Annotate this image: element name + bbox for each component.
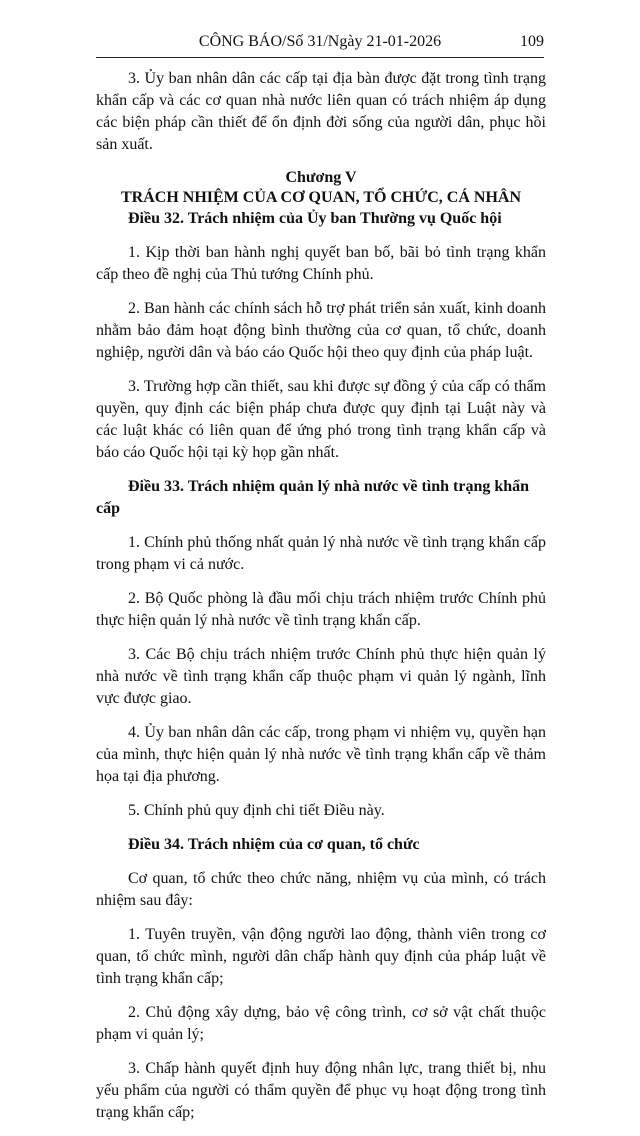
page-header bbox=[96, 33, 544, 58]
article-34-clause-1: 1. Tuyên truyền, vận động người lao động, thành viên trong cơ quan, tổ chức mình, người dân chấp hành quy định của pháp luật về tình trạng khẩn cấp; bbox=[96, 926, 546, 987]
article-32-heading: Điều 32. Trách nhiệm của Ủy ban Thường vụ Quốc hội bbox=[128, 210, 502, 227]
article-32-clause-2: 2. Ban hành các chính sách hỗ trợ phát triển sản xuất, kinh doanh nhằm bảo đảm hoạt động bình thường của cơ quan, tổ chức, doanh nghiệp, người dân và báo cáo Quốc hội theo quy định của pháp luật. bbox=[96, 300, 546, 361]
article-34-clause-3: 3. Chấp hành quyết định huy động nhân lực, trang thiết bị, nhu yếu phẩm của người có thẩm quyền để phục vụ hoạt động trong tình trạng khẩn cấp; bbox=[96, 1060, 546, 1121]
article-32-clause-3: 3. Trường hợp cần thiết, sau khi được sự đồng ý của cấp có thẩm quyền, quy định các biện pháp chưa được quy định tại Luật này và các luật khác có liên quan để ứng phó trong tình trạng khẩn cấp và báo cáo Quốc hội tại kỳ họp gần nhất. bbox=[96, 378, 546, 461]
chapter-label: Chương V bbox=[285, 169, 357, 186]
page-number: 109 bbox=[520, 33, 544, 50]
article-34-clause-2: 2. Chủ động xây dựng, bảo vệ công trình, cơ sở vật chất thuộc phạm vi quản lý; bbox=[96, 1004, 546, 1043]
article-33-heading: Điều 33. Trách nhiệm quản lý nhà nước về tình trạng khẩn cấp bbox=[96, 478, 530, 517]
article-33-clause-2: 2. Bộ Quốc phòng là đầu mối chịu trách nhiệm trước Chính phủ thực hiện quản lý nhà nước về tình trạng khẩn cấp. bbox=[96, 590, 546, 629]
intro-paragraph: 3. Ủy ban nhân dân các cấp tại địa bàn được đặt trong tình trạng khẩn cấp và các cơ quan nhà nước liên quan có trách nhiệm áp dụng các biện pháp cần thiết để ổn định đời sống của người dân, phục hồi sản xuất. bbox=[96, 70, 546, 153]
article-32-clause-1: 1. Kịp thời ban hành nghị quyết ban bố, bãi bỏ tình trạng khẩn cấp theo đề nghị của Thủ tướng Chính phủ. bbox=[96, 244, 546, 283]
article-33-clause-1: 1. Chính phủ thống nhất quản lý nhà nước về tình trạng khẩn cấp trong phạm vi cả nước. bbox=[96, 534, 546, 573]
article-34-heading: Điều 34. Trách nhiệm của cơ quan, tổ chức bbox=[128, 836, 420, 853]
gazette-header-title: CÔNG BÁO/Số 31/Ngày 21-01-2026 bbox=[198, 33, 442, 50]
article-33-clause-5: 5. Chính phủ quy định chi tiết Điều này. bbox=[128, 802, 385, 819]
chapter-title: TRÁCH NHIỆM CỦA CƠ QUAN, TỔ CHỨC, CÁ NHÂN bbox=[120, 189, 521, 206]
article-33-clause-4: 4. Ủy ban nhân dân các cấp, trong phạm vi nhiệm vụ, quyền hạn của mình, thực hiện quản lý nhà nước về tình trạng khẩn cấp về thảm họa tại địa phương. bbox=[96, 724, 546, 785]
article-33-clause-3: 3. Các Bộ chịu trách nhiệm trước Chính phủ thực hiện quản lý nhà nước về tình trạng khẩn cấp thuộc phạm vi quản lý ngành, lĩnh vực được giao. bbox=[96, 646, 546, 707]
article-34-intro: Cơ quan, tổ chức theo chức năng, nhiệm vụ của mình, có trách nhiệm sau đây: bbox=[96, 870, 546, 909]
document-body bbox=[96, 68, 546, 1136]
